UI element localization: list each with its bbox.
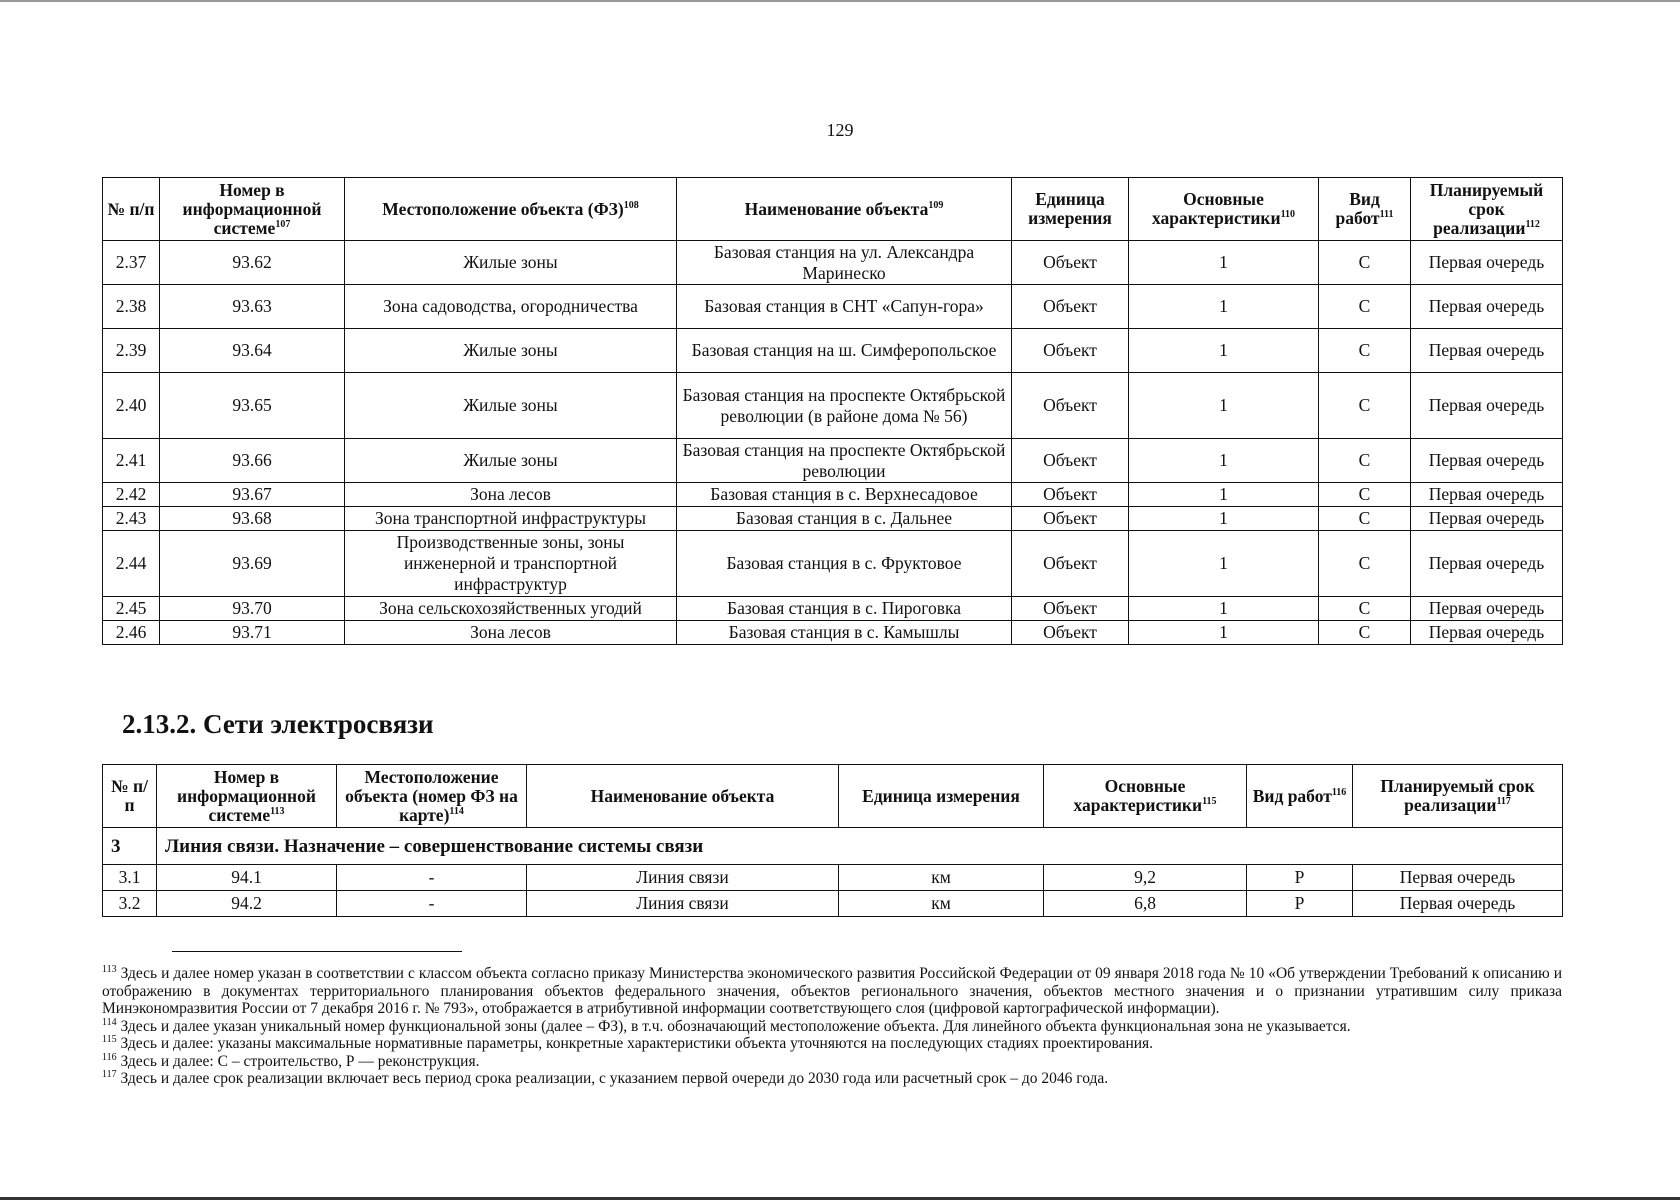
cell-name: Базовая станция в с. Пироговка — [677, 597, 1012, 621]
cell-name: Базовая станция в с. Камышлы — [677, 621, 1012, 645]
cell-num: 2.40 — [103, 373, 160, 439]
table-row — [103, 285, 1563, 329]
cell-chars: 1 — [1129, 507, 1319, 531]
cell-sysnum: 93.71 — [160, 621, 345, 645]
table2-header-row — [103, 765, 1563, 828]
group-num: 3 — [103, 828, 157, 865]
cell-chars: 9,2 — [1044, 865, 1247, 891]
cell-num: 2.41 — [103, 439, 160, 483]
cell-sysnum: 93.67 — [160, 483, 345, 507]
header-term: Планируемый срок реализации$^{112}$ — [1411, 178, 1563, 241]
cell-work: Р — [1247, 865, 1353, 891]
cell-sysnum: 93.69 — [160, 531, 345, 597]
footnote-113: $^{113}$ Здесь и далее номер указан в соответствии с классом объекта согласно приказу Министерства экономического развития Российской Федерации от 09 января 2018 года № 10 «Об утверждении Требований к описанию и отображению в документах территориального планирования объектов федерального значения, объектов регионального значения, объектов местного значения и о признании утратившим силу приказа Минэкономразвития России от 7 декабря 2016 г. № 793», отображается в атрибутивной информации соответствующего слоя (цифровой картографической информации). — [102, 963, 1563, 1017]
table-row — [103, 865, 1563, 891]
cell-chars: 1 — [1129, 373, 1319, 439]
header-num: № п/п — [103, 178, 160, 241]
cell-chars: 1 — [1129, 531, 1319, 597]
cell-sysnum: 93.65 — [160, 373, 345, 439]
cell-location: Зона лесов — [345, 483, 677, 507]
cell-work: С — [1319, 621, 1411, 645]
cell-unit: Объект — [1012, 329, 1129, 373]
table-row — [103, 241, 1563, 285]
cell-unit: Объект — [1012, 597, 1129, 621]
cell-chars: 1 — [1129, 597, 1319, 621]
cell-unit: Объект — [1012, 373, 1129, 439]
cell-term: Первая очередь — [1353, 865, 1563, 891]
group-title: Линия связи. Назначение – совершенствование системы связи — [157, 828, 1563, 865]
table-row — [103, 621, 1563, 645]
cell-term: Первая очередь — [1411, 285, 1563, 329]
header-location: Местоположение объекта (номер ФЗ на карте)$^{114}$ — [337, 765, 527, 828]
cell-name: Базовая станция на проспекте Октябрьской революции (в районе дома № 56) — [677, 373, 1012, 439]
cell-location: Зона лесов — [345, 621, 677, 645]
cell-unit: Объект — [1012, 507, 1129, 531]
cell-num: 2.45 — [103, 597, 160, 621]
cell-unit: Объект — [1012, 241, 1129, 285]
cell-sysnum: 94.1 — [157, 865, 337, 891]
header-term: Планируемый срок реализации$^{117}$ — [1353, 765, 1563, 828]
cell-location: Жилые зоны — [345, 439, 677, 483]
footnote-117: $^{117}$ Здесь и далее срок реализации включает весь период срока реализации, с указанием первой очереди до 2030 года или расчетный срок – до 2046 года. — [102, 1068, 1109, 1087]
table-row — [103, 439, 1563, 483]
cell-work: Р — [1247, 891, 1353, 917]
cell-chars: 1 — [1129, 439, 1319, 483]
group-row — [103, 828, 1563, 865]
cell-sysnum: 93.64 — [160, 329, 345, 373]
cell-work: С — [1319, 285, 1411, 329]
cell-location: Жилые зоны — [345, 373, 677, 439]
table-row — [103, 373, 1563, 439]
cell-location: - — [337, 891, 527, 917]
cell-num: 2.42 — [103, 483, 160, 507]
cell-sysnum: 93.66 — [160, 439, 345, 483]
header-name: Наименование объекта$^{109}$ — [677, 178, 1012, 241]
footnote-separator — [172, 951, 462, 952]
header-num: № п/п — [103, 765, 157, 828]
header-work: Вид работ$^{116}$ — [1247, 765, 1353, 828]
header-unit: Единица измерения — [1012, 178, 1129, 241]
page-number: 129 — [826, 120, 854, 140]
cell-location: Зона сельскохозяйственных угодий — [345, 597, 677, 621]
cell-work: С — [1319, 329, 1411, 373]
cell-sysnum: 93.68 — [160, 507, 345, 531]
cell-num: 2.38 — [103, 285, 160, 329]
cell-work: С — [1319, 597, 1411, 621]
cell-work: С — [1319, 531, 1411, 597]
header-chars: Основные характеристики$^{115}$ — [1044, 765, 1247, 828]
cell-unit: Объект — [1012, 483, 1129, 507]
cell-term: Первая очередь — [1411, 439, 1563, 483]
cell-chars: 6,8 — [1044, 891, 1247, 917]
cell-location: Жилые зоны — [345, 329, 677, 373]
cell-term: Первая очередь — [1411, 597, 1563, 621]
header-unit: Единица измерения — [839, 765, 1044, 828]
cell-term: Первая очередь — [1411, 483, 1563, 507]
cell-name: Базовая станция в с. Верхнесадовое — [677, 483, 1012, 507]
cell-location: Зона транспортной инфраструктуры — [345, 507, 677, 531]
cell-name: Базовая станция на проспекте Октябрьской революции — [677, 439, 1012, 483]
cell-chars: 1 — [1129, 241, 1319, 285]
cell-num: 2.39 — [103, 329, 160, 373]
table-row — [103, 329, 1563, 373]
cell-sysnum: 93.62 — [160, 241, 345, 285]
cell-unit: Объект — [1012, 531, 1129, 597]
cell-chars: 1 — [1129, 329, 1319, 373]
cell-location: - — [337, 865, 527, 891]
cell-work: С — [1319, 439, 1411, 483]
header-sysnum: Номер в информационной системе$^{107}$ — [160, 178, 345, 241]
cell-term: Первая очередь — [1411, 507, 1563, 531]
cell-name: Базовая станция на ш. Симферопольское — [677, 329, 1012, 373]
table-row — [103, 531, 1563, 597]
cell-chars: 1 — [1129, 621, 1319, 645]
cell-term: Первая очередь — [1411, 329, 1563, 373]
cell-sysnum: 93.70 — [160, 597, 345, 621]
cell-work: С — [1319, 507, 1411, 531]
cell-chars: 1 — [1129, 285, 1319, 329]
cell-unit: км — [839, 891, 1044, 917]
cell-sysnum: 94.2 — [157, 891, 337, 917]
cell-name: Линия связи — [527, 865, 839, 891]
cell-location: Производственные зоны, зоны инженерной и транспортной инфраструктур — [345, 531, 677, 597]
section-heading: 2.13.2. Сети электросвязи — [122, 709, 434, 739]
cell-name: Линия связи — [527, 891, 839, 917]
cell-unit: Объект — [1012, 439, 1129, 483]
cell-name: Базовая станция на ул. Александра Маринеско — [677, 241, 1012, 285]
cell-unit: км — [839, 865, 1044, 891]
footnotes — [102, 965, 1562, 1088]
cell-term: Первая очередь — [1411, 373, 1563, 439]
cell-term: Первая очередь — [1411, 241, 1563, 285]
header-location: Местоположение объекта (ФЗ)$^{108}$ — [345, 178, 677, 241]
cell-num: 2.43 — [103, 507, 160, 531]
cell-num: 3.2 — [103, 891, 157, 917]
table-row — [103, 891, 1563, 917]
cell-num: 3.1 — [103, 865, 157, 891]
cell-unit: Объект — [1012, 621, 1129, 645]
cell-num: 2.37 — [103, 241, 160, 285]
header-name: Наименование объекта — [527, 765, 839, 828]
cell-work: С — [1319, 241, 1411, 285]
footnote-114: $^{114}$ Здесь и далее указан уникальный номер функциональной зоны (далее – ФЗ), в т.ч. обозначающий местоположение объекта. Для линейного объекта функциональная зона не указывается. — [102, 1016, 1351, 1035]
header-sysnum: Номер в информационной системе$^{113}$ — [157, 765, 337, 828]
header-work: Вид работ$^{111}$ — [1319, 178, 1411, 241]
cell-name: Базовая станция в с. Фруктовое — [677, 531, 1012, 597]
cell-sysnum: 93.63 — [160, 285, 345, 329]
cell-num: 2.44 — [103, 531, 160, 597]
table1-header-row — [103, 178, 1563, 241]
cell-term: Первая очередь — [1411, 621, 1563, 645]
cell-location: Жилые зоны — [345, 241, 677, 285]
table-row — [103, 597, 1563, 621]
cell-work: С — [1319, 483, 1411, 507]
cell-name: Базовая станция в с. Дальнее — [677, 507, 1012, 531]
cell-location: Зона садоводства, огородничества — [345, 285, 677, 329]
cell-name: Базовая станция в СНТ «Сапун-гора» — [677, 285, 1012, 329]
footnote-115: $^{115}$ Здесь и далее: указаны максимальные нормативные параметры, конкретные характеристики объекта уточняются на последующих стадиях проектирования. — [102, 1033, 1154, 1052]
cell-unit: Объект — [1012, 285, 1129, 329]
cell-term: Первая очередь — [1353, 891, 1563, 917]
table-row — [103, 507, 1563, 531]
objects-table-1 — [102, 177, 1563, 645]
cell-num: 2.46 — [103, 621, 160, 645]
footnote-116: $^{116}$ Здесь и далее: С – строительство, Р — реконструкция. — [102, 1051, 480, 1070]
header-chars: Основные характеристики$^{110}$ — [1129, 178, 1319, 241]
objects-table-2 — [102, 764, 1563, 917]
scan-top-edge — [0, 0, 1680, 2]
cell-chars: 1 — [1129, 483, 1319, 507]
cell-term: Первая очередь — [1411, 531, 1563, 597]
cell-work: С — [1319, 373, 1411, 439]
table-row — [103, 483, 1563, 507]
